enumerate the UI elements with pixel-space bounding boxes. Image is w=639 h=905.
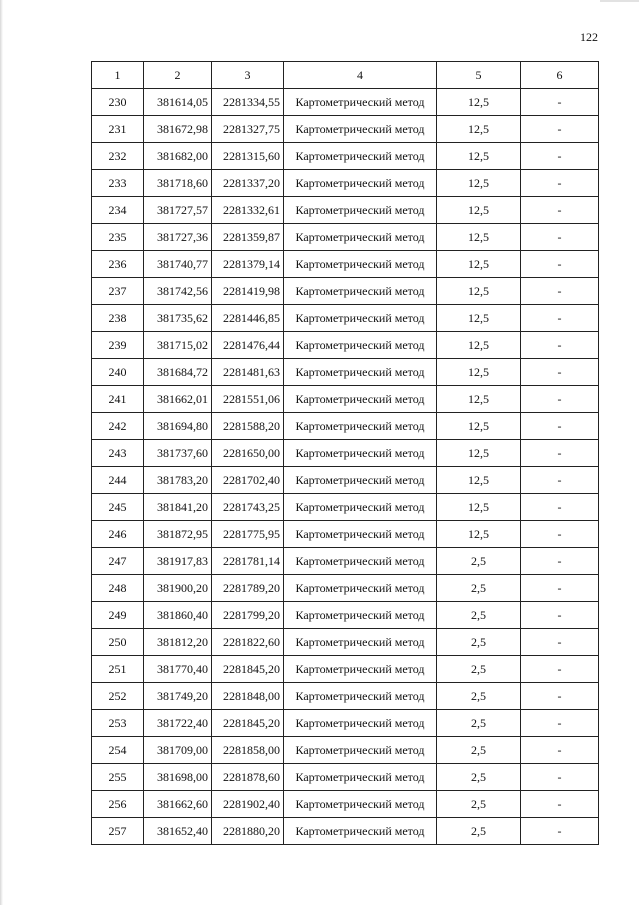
y-coordinate-cell: 2281650,00 [212, 440, 284, 467]
method-cell: Картометрический метод [284, 683, 437, 710]
table-row [92, 89, 599, 116]
precision-cell: 2,5 [437, 791, 521, 818]
method-cell: Картометрический метод [284, 251, 437, 278]
extra-cell: - [521, 89, 599, 116]
y-coordinate-cell: 2281481,63 [212, 359, 284, 386]
method-cell: Картометрический метод [284, 440, 437, 467]
x-coordinate-cell: 381662,60 [144, 791, 212, 818]
y-coordinate-cell: 2281419,98 [212, 278, 284, 305]
extra-cell: - [521, 791, 599, 818]
point-number-cell: 248 [92, 575, 144, 602]
y-coordinate-cell: 2281359,87 [212, 224, 284, 251]
x-coordinate-cell: 381722,40 [144, 710, 212, 737]
table-row [92, 737, 599, 764]
x-coordinate-cell: 381662,01 [144, 386, 212, 413]
extra-cell: - [521, 575, 599, 602]
coordinates-table [91, 61, 599, 845]
extra-cell: - [521, 116, 599, 143]
method-cell: Картометрический метод [284, 143, 437, 170]
y-coordinate-cell: 2281781,14 [212, 548, 284, 575]
method-cell: Картометрический метод [284, 521, 437, 548]
scan-edge-top [600, 0, 639, 2]
y-coordinate-cell: 2281880,20 [212, 818, 284, 845]
precision-cell: 2,5 [437, 602, 521, 629]
table-row [92, 710, 599, 737]
table-row [92, 764, 599, 791]
extra-cell: - [521, 602, 599, 629]
y-coordinate-cell: 2281327,75 [212, 116, 284, 143]
y-coordinate-cell: 2281551,06 [212, 386, 284, 413]
method-cell: Картометрический метод [284, 278, 437, 305]
extra-cell: - [521, 467, 599, 494]
header-cell-4: 4 [284, 62, 437, 89]
table-row [92, 278, 599, 305]
point-number-cell: 235 [92, 224, 144, 251]
point-number-cell: 236 [92, 251, 144, 278]
precision-cell: 2,5 [437, 710, 521, 737]
method-cell: Картометрический метод [284, 116, 437, 143]
y-coordinate-cell: 2281332,61 [212, 197, 284, 224]
y-coordinate-cell: 2281789,20 [212, 575, 284, 602]
precision-cell: 12,5 [437, 494, 521, 521]
method-cell: Картометрический метод [284, 764, 437, 791]
extra-cell: - [521, 494, 599, 521]
table-row [92, 116, 599, 143]
page-number: 122 [580, 30, 598, 44]
extra-cell: - [521, 251, 599, 278]
x-coordinate-cell: 381860,40 [144, 602, 212, 629]
method-cell: Картометрический метод [284, 629, 437, 656]
extra-cell: - [521, 359, 599, 386]
precision-cell: 2,5 [437, 656, 521, 683]
y-coordinate-cell: 2281588,20 [212, 413, 284, 440]
y-coordinate-cell: 2281315,60 [212, 143, 284, 170]
x-coordinate-cell: 381727,57 [144, 197, 212, 224]
method-cell: Картометрический метод [284, 494, 437, 521]
method-cell: Картометрический метод [284, 413, 437, 440]
point-number-cell: 237 [92, 278, 144, 305]
precision-cell: 12,5 [437, 89, 521, 116]
method-cell: Картометрический метод [284, 737, 437, 764]
x-coordinate-cell: 381652,40 [144, 818, 212, 845]
method-cell: Картометрический метод [284, 386, 437, 413]
point-number-cell: 240 [92, 359, 144, 386]
precision-cell: 12,5 [437, 251, 521, 278]
y-coordinate-cell: 2281334,55 [212, 89, 284, 116]
x-coordinate-cell: 381614,05 [144, 89, 212, 116]
point-number-cell: 256 [92, 791, 144, 818]
header-cell-2: 2 [144, 62, 212, 89]
point-number-cell: 241 [92, 386, 144, 413]
precision-cell: 12,5 [437, 305, 521, 332]
point-number-cell: 234 [92, 197, 144, 224]
method-cell: Картометрический метод [284, 602, 437, 629]
precision-cell: 2,5 [437, 818, 521, 845]
y-coordinate-cell: 2281743,25 [212, 494, 284, 521]
x-coordinate-cell: 381682,00 [144, 143, 212, 170]
extra-cell: - [521, 737, 599, 764]
y-coordinate-cell: 2281848,00 [212, 683, 284, 710]
method-cell: Картометрический метод [284, 305, 437, 332]
extra-cell: - [521, 764, 599, 791]
table-row [92, 170, 599, 197]
point-number-cell: 242 [92, 413, 144, 440]
method-cell: Картометрический метод [284, 359, 437, 386]
point-number-cell: 249 [92, 602, 144, 629]
x-coordinate-cell: 381841,20 [144, 494, 212, 521]
precision-cell: 2,5 [437, 737, 521, 764]
precision-cell: 2,5 [437, 629, 521, 656]
point-number-cell: 257 [92, 818, 144, 845]
x-coordinate-cell: 381694,80 [144, 413, 212, 440]
method-cell: Картометрический метод [284, 467, 437, 494]
extra-cell: - [521, 413, 599, 440]
extra-cell: - [521, 305, 599, 332]
precision-cell: 12,5 [437, 359, 521, 386]
table-row [92, 197, 599, 224]
x-coordinate-cell: 381735,62 [144, 305, 212, 332]
point-number-cell: 252 [92, 683, 144, 710]
y-coordinate-cell: 2281337,20 [212, 170, 284, 197]
table-row [92, 791, 599, 818]
method-cell: Картометрический метод [284, 89, 437, 116]
x-coordinate-cell: 381783,20 [144, 467, 212, 494]
point-number-cell: 233 [92, 170, 144, 197]
precision-cell: 12,5 [437, 521, 521, 548]
point-number-cell: 239 [92, 332, 144, 359]
header-cell-5: 5 [437, 62, 521, 89]
table-row [92, 332, 599, 359]
precision-cell: 12,5 [437, 278, 521, 305]
table-row [92, 386, 599, 413]
precision-cell: 12,5 [437, 170, 521, 197]
y-coordinate-cell: 2281878,60 [212, 764, 284, 791]
method-cell: Картометрический метод [284, 197, 437, 224]
x-coordinate-cell: 381917,83 [144, 548, 212, 575]
method-cell: Картометрический метод [284, 791, 437, 818]
precision-cell: 12,5 [437, 440, 521, 467]
y-coordinate-cell: 2281845,20 [212, 710, 284, 737]
table-row [92, 224, 599, 251]
table-row [92, 818, 599, 845]
method-cell: Картометрический метод [284, 656, 437, 683]
y-coordinate-cell: 2281702,40 [212, 467, 284, 494]
method-cell: Картометрический метод [284, 170, 437, 197]
x-coordinate-cell: 381672,98 [144, 116, 212, 143]
point-number-cell: 244 [92, 467, 144, 494]
precision-cell: 12,5 [437, 467, 521, 494]
header-cell-6: 6 [521, 62, 599, 89]
extra-cell: - [521, 170, 599, 197]
method-cell: Картометрический метод [284, 818, 437, 845]
extra-cell: - [521, 197, 599, 224]
point-number-cell: 247 [92, 548, 144, 575]
table-row [92, 440, 599, 467]
point-number-cell: 251 [92, 656, 144, 683]
table-row [92, 413, 599, 440]
precision-cell: 12,5 [437, 386, 521, 413]
scan-edge-left [0, 0, 3, 905]
point-number-cell: 253 [92, 710, 144, 737]
point-number-cell: 254 [92, 737, 144, 764]
method-cell: Картометрический метод [284, 224, 437, 251]
y-coordinate-cell: 2281822,60 [212, 629, 284, 656]
extra-cell: - [521, 440, 599, 467]
table-row [92, 575, 599, 602]
point-number-cell: 250 [92, 629, 144, 656]
precision-cell: 2,5 [437, 764, 521, 791]
y-coordinate-cell: 2281446,85 [212, 305, 284, 332]
point-number-cell: 231 [92, 116, 144, 143]
extra-cell: - [521, 386, 599, 413]
point-number-cell: 230 [92, 89, 144, 116]
point-number-cell: 243 [92, 440, 144, 467]
x-coordinate-cell: 381749,20 [144, 683, 212, 710]
precision-cell: 12,5 [437, 197, 521, 224]
table-row [92, 521, 599, 548]
precision-cell: 2,5 [437, 683, 521, 710]
extra-cell: - [521, 278, 599, 305]
precision-cell: 2,5 [437, 575, 521, 602]
table-row [92, 359, 599, 386]
y-coordinate-cell: 2281379,14 [212, 251, 284, 278]
method-cell: Картометрический метод [284, 575, 437, 602]
x-coordinate-cell: 381727,36 [144, 224, 212, 251]
x-coordinate-cell: 381709,00 [144, 737, 212, 764]
y-coordinate-cell: 2281858,00 [212, 737, 284, 764]
extra-cell: - [521, 224, 599, 251]
precision-cell: 2,5 [437, 548, 521, 575]
extra-cell: - [521, 818, 599, 845]
y-coordinate-cell: 2281902,40 [212, 791, 284, 818]
extra-cell: - [521, 683, 599, 710]
x-coordinate-cell: 381737,60 [144, 440, 212, 467]
x-coordinate-cell: 381715,02 [144, 332, 212, 359]
precision-cell: 12,5 [437, 224, 521, 251]
x-coordinate-cell: 381872,95 [144, 521, 212, 548]
table-row [92, 251, 599, 278]
y-coordinate-cell: 2281476,44 [212, 332, 284, 359]
table-row [92, 683, 599, 710]
extra-cell: - [521, 656, 599, 683]
y-coordinate-cell: 2281799,20 [212, 602, 284, 629]
header-cell-1: 1 [92, 62, 144, 89]
table-row [92, 548, 599, 575]
y-coordinate-cell: 2281845,20 [212, 656, 284, 683]
extra-cell: - [521, 521, 599, 548]
x-coordinate-cell: 381742,56 [144, 278, 212, 305]
x-coordinate-cell: 381718,60 [144, 170, 212, 197]
x-coordinate-cell: 381684,72 [144, 359, 212, 386]
method-cell: Картометрический метод [284, 710, 437, 737]
x-coordinate-cell: 381698,00 [144, 764, 212, 791]
table-row [92, 494, 599, 521]
table-row [92, 602, 599, 629]
table-row [92, 143, 599, 170]
extra-cell: - [521, 143, 599, 170]
x-coordinate-cell: 381740,77 [144, 251, 212, 278]
precision-cell: 12,5 [437, 143, 521, 170]
x-coordinate-cell: 381900,20 [144, 575, 212, 602]
method-cell: Картометрический метод [284, 548, 437, 575]
extra-cell: - [521, 332, 599, 359]
precision-cell: 12,5 [437, 332, 521, 359]
precision-cell: 12,5 [437, 413, 521, 440]
table-row [92, 629, 599, 656]
table-row [92, 467, 599, 494]
table-row [92, 305, 599, 332]
y-coordinate-cell: 2281775,95 [212, 521, 284, 548]
table-row [92, 656, 599, 683]
method-cell: Картометрический метод [284, 332, 437, 359]
header-cell-3: 3 [212, 62, 284, 89]
extra-cell: - [521, 710, 599, 737]
table-body [92, 89, 599, 845]
point-number-cell: 246 [92, 521, 144, 548]
precision-cell: 12,5 [437, 116, 521, 143]
point-number-cell: 245 [92, 494, 144, 521]
x-coordinate-cell: 381770,40 [144, 656, 212, 683]
extra-cell: - [521, 629, 599, 656]
x-coordinate-cell: 381812,20 [144, 629, 212, 656]
table-header-row [92, 62, 599, 89]
extra-cell: - [521, 548, 599, 575]
point-number-cell: 232 [92, 143, 144, 170]
point-number-cell: 255 [92, 764, 144, 791]
point-number-cell: 238 [92, 305, 144, 332]
